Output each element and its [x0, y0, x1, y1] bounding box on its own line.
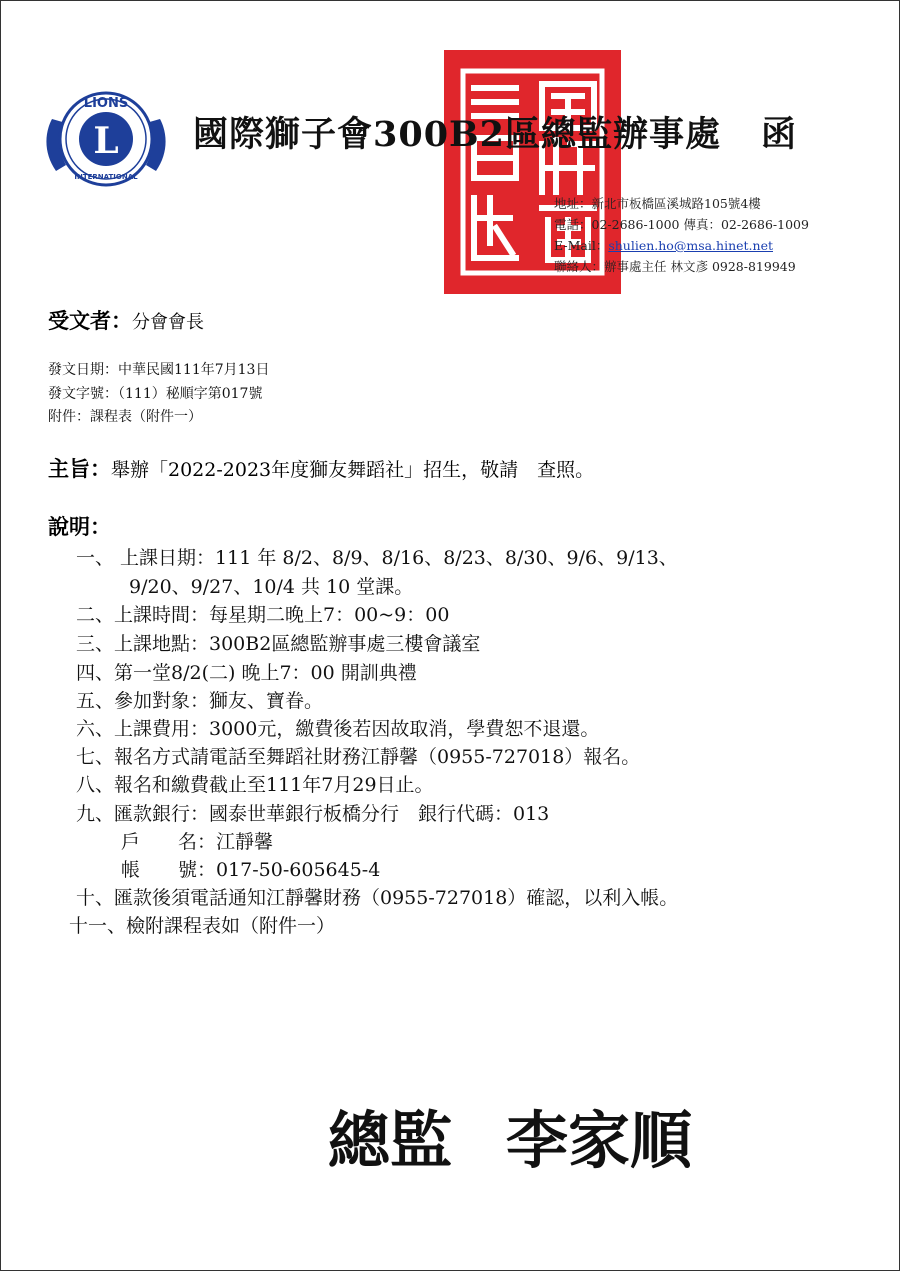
reference-number: 發文字號：（111）秘順字第017號: [48, 385, 263, 402]
issue-date: 發文日期：中華民國111年7月13日: [48, 362, 270, 378]
explanation-label: 說明：: [48, 514, 111, 539]
list-item: 帳 號：017-50-605645-4: [121, 859, 381, 881]
recipient-value: 分會會長: [132, 312, 204, 333]
list-item: 九、匯款銀行：國泰世華銀行板橋分行 銀行代碼：013: [76, 803, 550, 825]
list-item: 十、匯款後須電話通知江靜馨財務（0955-727018）確認，以利入帳。: [76, 887, 679, 909]
email-link[interactable]: shulien.ho@msa.hinet.net: [608, 238, 773, 253]
contact-address: 地址：新北市板橋區溪城路105號4樓: [554, 196, 761, 211]
attachment-line: 附件：課程表（附件一）: [48, 409, 202, 425]
list-item: 四、第一堂8/2(二) 晚上7：00 開訓典禮: [76, 662, 417, 684]
subject-line: [48, 453, 594, 483]
list-item: 9/20、9/27、10/4 共 10 堂課。: [129, 576, 414, 598]
list-item: 一、 上課日期：111 年 8/2、8/9、8/16、8/23、8/30、9/6、9/13、: [76, 547, 678, 569]
logo-bottom-text: INTERNATIONAL: [74, 173, 138, 181]
subject-label: 主旨：: [48, 456, 111, 481]
contact-person: 聯絡人：辦事處主任 林文彥 0928-819949: [554, 259, 796, 274]
recipient-line: [48, 305, 204, 335]
signature-name: 李家順: [506, 1104, 693, 1177]
lions-logo: [44, 79, 168, 197]
logo-top-text: LIONS: [83, 96, 129, 111]
contact-phone: 電話：02-2686-1000 傳真：02-2686-1009: [554, 217, 809, 232]
logo-letter: L: [93, 120, 119, 162]
list-item: 七、報名方式請電話至舞蹈社財務江靜馨（0955-727018）報名。: [76, 746, 641, 768]
document-type: 函: [761, 114, 798, 155]
list-item: 二、上課時間：每星期二晚上7：00~9：00: [76, 604, 450, 626]
list-item: 五、參加對象：獅友、寶眷。: [76, 690, 324, 712]
list-item: 十一、檢附課程表如（附件一）: [69, 915, 336, 937]
meta-block: [48, 359, 269, 430]
issuer-name: 國際獅子會300B2區總監辦事處: [193, 114, 721, 155]
contact-block: [554, 193, 809, 277]
signature-block: [328, 1091, 692, 1180]
list-item: 八、報名和繳費截止至111年7月29日止。: [76, 774, 434, 796]
letterhead-title: [193, 107, 797, 157]
subject-value: 舉辦「2022-2023年度獅友舞蹈社」招生，敬請 查照。: [111, 459, 595, 481]
email-label: E-Mail：: [554, 238, 609, 253]
list-item: 三、上課地點：300B2區總監辦事處三樓會議室: [76, 633, 481, 655]
signature-title: 總監: [328, 1104, 453, 1177]
list-item: 戶 名：江靜馨: [121, 831, 274, 853]
list-item: 六、上課費用：3000元，繳費後若因故取消，學費恕不退還。: [76, 718, 600, 740]
recipient-label: 受文者：: [48, 308, 132, 333]
contact-email: [554, 235, 809, 256]
